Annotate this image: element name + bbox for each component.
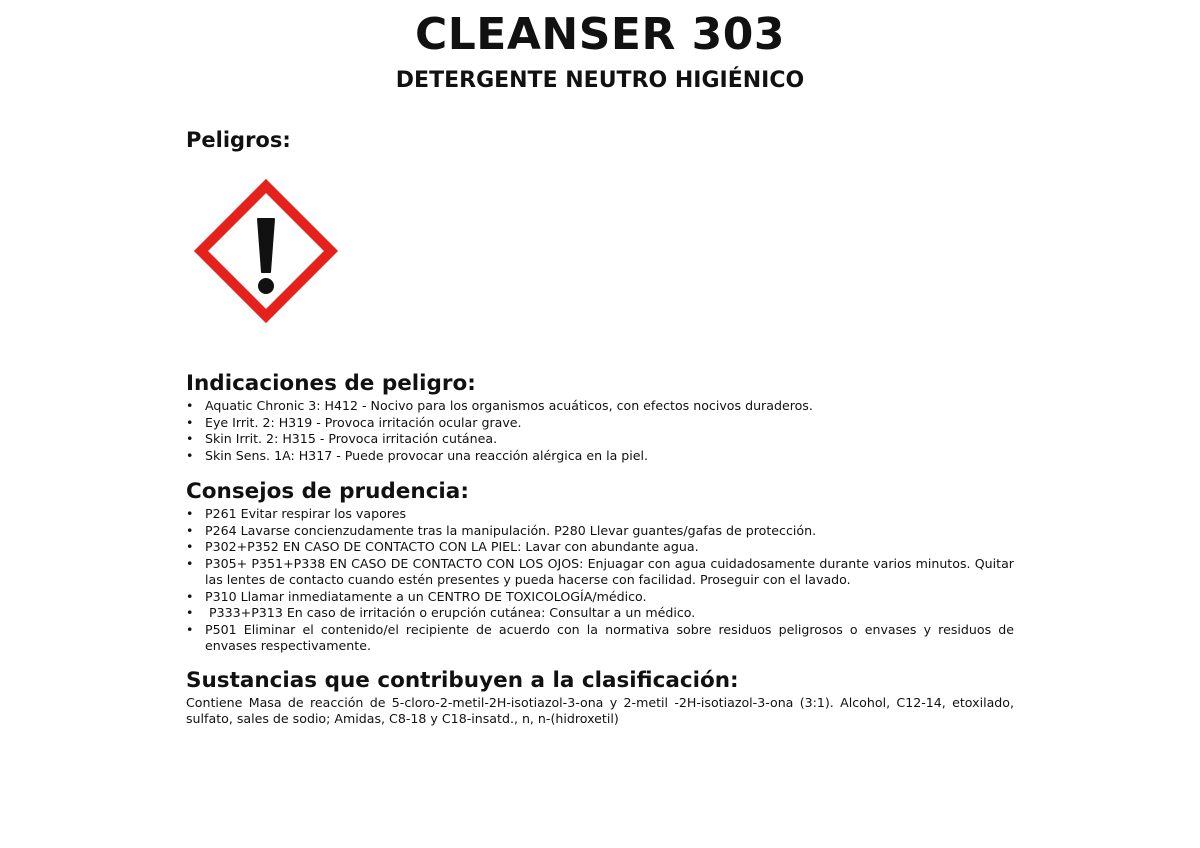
hazard-statement: • Aquatic Chronic 3: H412 - Nocivo para los organismos acuáticos, con efectos nocivos duraderos.: [186, 398, 1014, 415]
precautionary-statements-list: [186, 506, 1014, 655]
heading-consejos: Consejos de prudencia:: [186, 479, 469, 504]
product-subtitle: DETERGENTE NEUTRO HIGIÉNICO: [395, 68, 805, 93]
section-indicaciones: [186, 370, 1014, 464]
section-consejos: [186, 478, 1014, 655]
precautionary-statement: • P305+ P351+P338 EN CASO DE CONTACTO CON LOS OJOS: Enjuagar con agua cuidadosamente durante varios minutos. Quitar las lentes de contacto cuando estén presentes y pueda hacerse con facilidad. Proseguir con el lavado.: [186, 556, 1014, 589]
precautionary-statement: • P261 Evitar respirar los vapores: [186, 506, 1014, 523]
ghs-pictogram: [191, 176, 341, 326]
product-title: CLEANSER 303: [414, 9, 786, 60]
hazard-statements-list: [186, 398, 1014, 464]
label-content: [186, 126, 1014, 728]
exclamation-mark-ghs-icon: [191, 176, 341, 326]
exclamation-bar: [258, 219, 274, 272]
exclamation-dot: [258, 278, 274, 294]
precautionary-statement: • P264 Lavarse concienzudamente tras la manipulación. P280 Llevar guantes/gafas de protección.: [186, 523, 1014, 540]
heading-sustancias: Sustancias que contribuyen a la clasificación:: [186, 667, 739, 693]
hazard-statement: • Eye Irrit. 2: H319 - Provoca irritación ocular grave.: [186, 415, 1014, 432]
heading-peligros: Peligros:: [186, 128, 291, 152]
precautionary-statement: • P501 Eliminar el contenido/el recipiente de acuerdo con la normativa sobre residuos peligrosos o envases y residuos de envases respectivamente.: [186, 622, 1014, 655]
section-peligros: [186, 126, 1014, 326]
hazard-statement: • Skin Sens. 1A: H317 - Puede provocar una reacción alérgica en la piel.: [186, 448, 1014, 465]
precautionary-statement: • P310 Llamar inmediatamente a un CENTRO DE TOXICOLOGÍA/médico.: [186, 589, 1014, 606]
hazard-statement: • Skin Irrit. 2: H315 - Provoca irritación cutánea.: [186, 431, 1014, 448]
precautionary-statement: • P333+P313 En caso de irritación o erupción cutánea: Consultar a un médico.: [186, 605, 1014, 622]
section-sustancias: [186, 667, 1014, 728]
precautionary-statement: • P302+P352 EN CASO DE CONTACTO CON LA PIEL: Lavar con abundante agua.: [186, 539, 1014, 556]
heading-indicaciones: Indicaciones de peligro:: [186, 371, 476, 396]
sustancias-text: Contiene Masa de reacción de 5-cloro-2-metil-2H-isotiazol-3-ona y 2-metil -2H-isotiazol-3-ona (3:1). Alcohol, C12-14, etoxilado, sulfato, sales de sodio; Amidas, C8-18 y C18-insatd., n, n-(hidroxetil): [186, 694, 1014, 726]
